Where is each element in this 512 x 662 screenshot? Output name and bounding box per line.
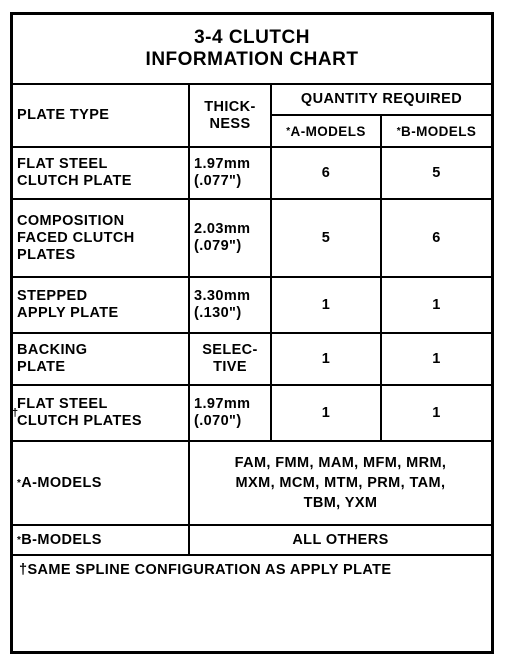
thickness-line: 2.03mm	[194, 221, 251, 237]
a-models-line: MXM, MCM, MTM, PRM, TAM,	[235, 475, 446, 491]
thickness-line: 1.97mm	[194, 396, 251, 412]
a-models-list	[189, 441, 491, 525]
asterisk-mark: *	[396, 125, 402, 137]
plate-type-line: PLATES	[17, 246, 76, 263]
thickness-line: 3.30mm	[194, 288, 251, 304]
plate-type-line: CLUTCH PLATES	[17, 413, 142, 429]
clutch-chart	[10, 12, 494, 654]
a-qty-cell: 1	[271, 277, 381, 333]
header-thickness	[189, 85, 271, 147]
thickness-cell	[189, 199, 271, 277]
header-a-models-label: A-MODELS	[290, 123, 366, 139]
thickness-line: TIVE	[213, 359, 247, 375]
a-qty-cell: 1	[271, 333, 381, 385]
plate-type-cell	[13, 277, 189, 333]
asterisk-mark: *	[286, 125, 291, 137]
plate-type-line: STEPPED	[17, 288, 88, 304]
thickness-line: (.070")	[194, 413, 242, 429]
title-line-1: 3-4 CLUTCH	[194, 27, 310, 48]
table-row	[13, 147, 491, 199]
thickness-line: 1.97mm	[194, 156, 251, 172]
thickness-line: (.130")	[194, 305, 242, 321]
plate-type-line: FLAT STEEL	[17, 156, 108, 172]
header-b-models	[381, 115, 491, 147]
header-a-models	[271, 115, 381, 147]
plate-type-line: PLATE	[17, 359, 66, 375]
chart-title	[13, 15, 491, 85]
a-models-label-cell	[13, 441, 189, 525]
plate-type-line: CLUTCH PLATE	[17, 173, 132, 189]
plate-type-line: FLAT STEEL	[17, 396, 108, 412]
b-qty-cell: 1	[381, 385, 491, 441]
thickness-line: (.079")	[194, 238, 242, 254]
plate-type-cell	[13, 333, 189, 385]
thickness-cell	[189, 385, 271, 441]
title-line-2: INFORMATION CHART	[145, 49, 359, 70]
plate-type-cell	[13, 385, 189, 441]
plate-type-cell	[13, 199, 189, 277]
header-quantity-required: QUANTITY REQUIRED	[271, 85, 491, 115]
table-row	[13, 333, 491, 385]
a-models-line: TBM, YXM	[303, 495, 378, 511]
footnote-row	[13, 555, 491, 585]
clutch-table	[13, 85, 491, 585]
b-models-label: B-MODELS	[21, 531, 102, 548]
dagger-mark: †	[12, 407, 19, 419]
a-models-row	[13, 441, 491, 525]
asterisk-mark: *	[17, 477, 22, 489]
b-models-label-cell	[13, 525, 189, 555]
table-row	[13, 385, 491, 441]
b-qty-cell: 5	[381, 147, 491, 199]
a-models-line: FAM, FMM, MAM, MFM, MRM,	[234, 455, 447, 471]
b-qty-cell: 6	[381, 199, 491, 277]
b-models-value: ALL OTHERS	[189, 525, 491, 555]
a-qty-cell: 5	[271, 199, 381, 277]
plate-type-line: FACED CLUTCH	[17, 229, 135, 246]
thickness-cell	[189, 333, 271, 385]
plate-type-cell	[13, 147, 189, 199]
asterisk-mark: *	[17, 534, 22, 546]
thickness-cell	[189, 277, 271, 333]
b-qty-cell: 1	[381, 277, 491, 333]
plate-type-line: APPLY PLATE	[17, 305, 119, 321]
a-models-label: A-MODELS	[21, 474, 102, 491]
b-models-row	[13, 525, 491, 555]
b-qty-cell: 1	[381, 333, 491, 385]
header-b-models-label: B-MODELS	[401, 123, 477, 139]
table-row	[13, 277, 491, 333]
a-qty-cell: 6	[271, 147, 381, 199]
header-thickness-line-1: THICK-	[204, 98, 256, 115]
thickness-line: (.077")	[194, 173, 242, 189]
thickness-cell	[189, 147, 271, 199]
plate-type-line: BACKING	[17, 342, 88, 358]
header-plate-type: PLATE TYPE	[13, 85, 189, 147]
table-row	[13, 199, 491, 277]
dagger-footnote: †SAME SPLINE CONFIGURATION AS APPLY PLATE	[19, 562, 392, 578]
a-qty-cell: 1	[271, 385, 381, 441]
plate-type-line: COMPOSITION	[17, 212, 125, 229]
header-thickness-line-2: NESS	[209, 115, 251, 132]
thickness-line: SELEC-	[202, 342, 258, 358]
